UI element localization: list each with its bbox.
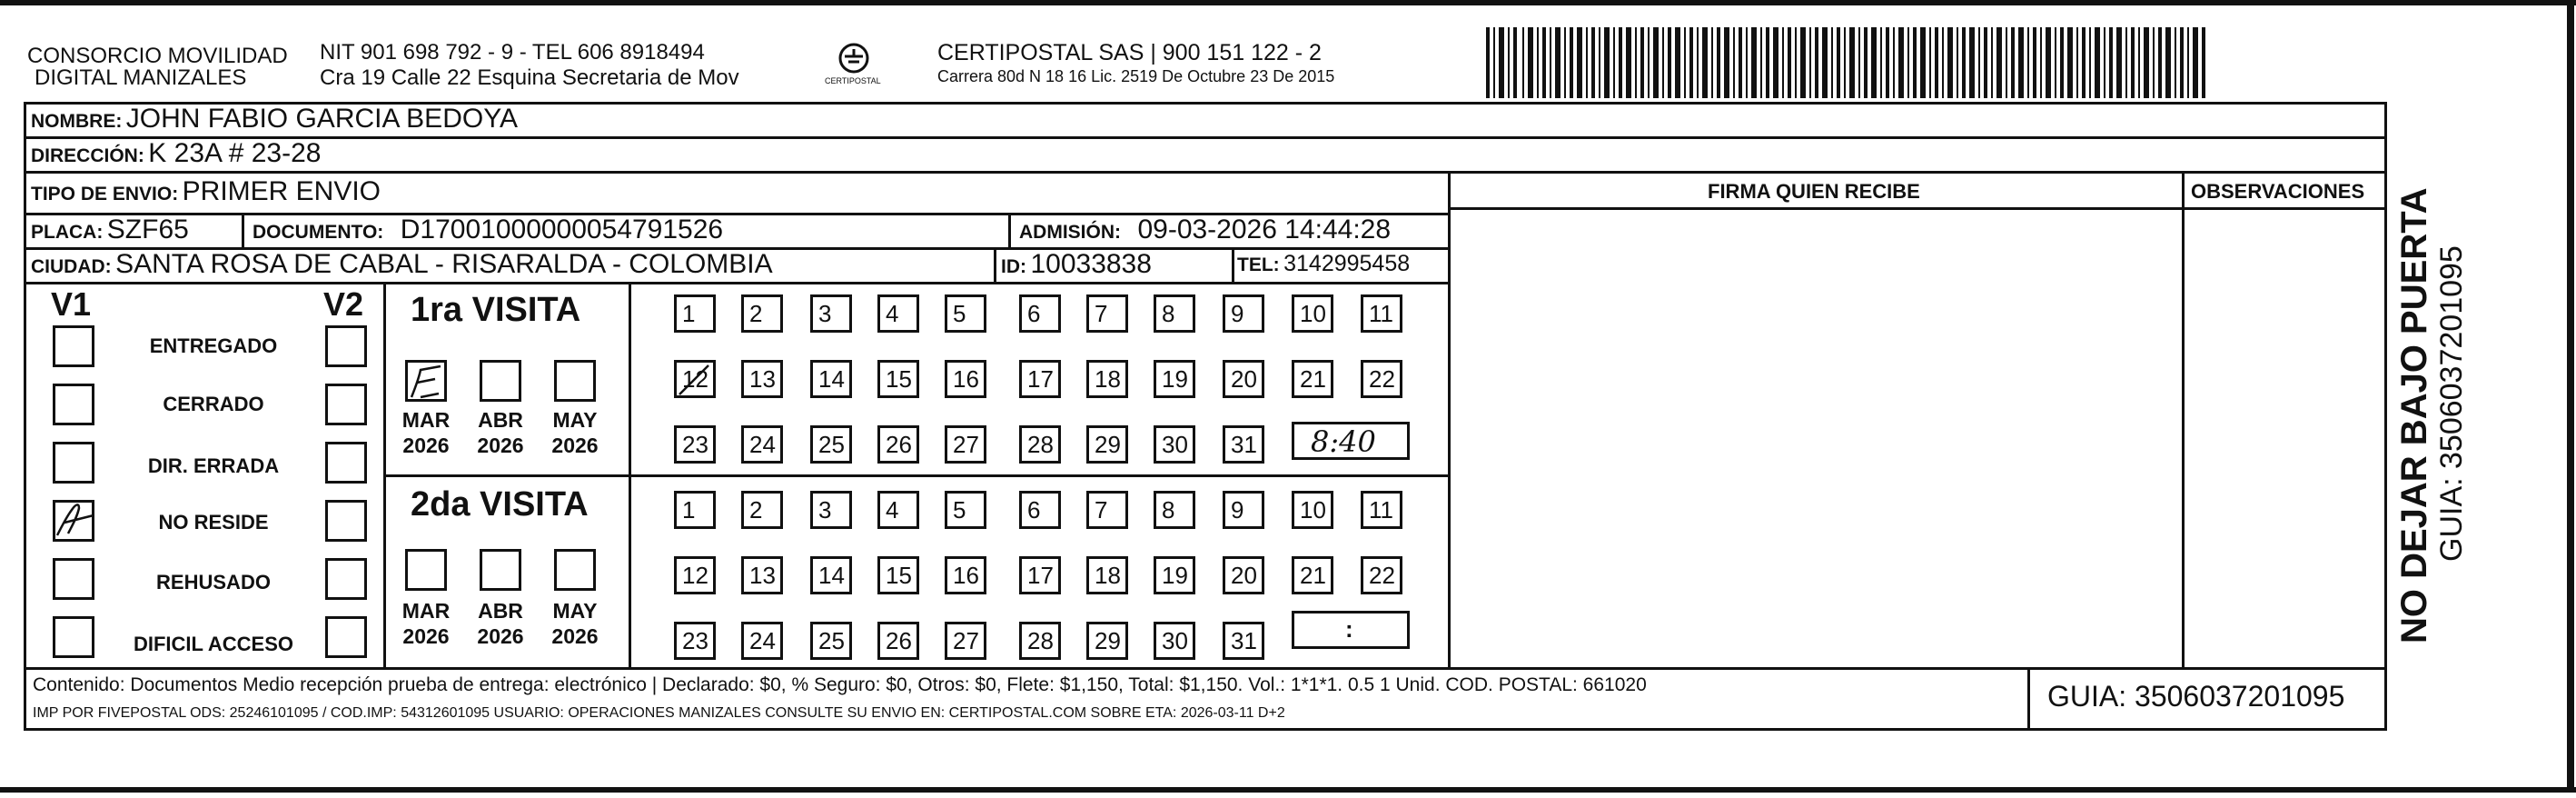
vline-guia-box <box>2027 667 2030 731</box>
documento-value: D17001000000054791526 <box>400 214 724 244</box>
first-visit-day-20[interactable]: 20 <box>1223 360 1264 398</box>
id-value: 10033838 <box>1030 249 1152 279</box>
second-visit-day-10[interactable]: 10 <box>1292 491 1333 529</box>
handwritten-slash-icon <box>674 360 716 398</box>
second-visit-day-3[interactable]: 3 <box>810 491 852 529</box>
v1-rehusado-checkbox[interactable] <box>53 558 94 600</box>
v2-cerrado-checkbox[interactable] <box>325 384 367 425</box>
nombre-row <box>31 104 518 135</box>
guia-footer: GUIA: 3506037201095 <box>2047 680 2345 713</box>
first-visit-day-7[interactable]: 7 <box>1086 294 1128 333</box>
first-visit-day-9[interactable]: 9 <box>1223 294 1264 333</box>
first-visit-day-1[interactable]: 1 <box>674 294 716 333</box>
no-dejar-bajo-puerta: NO DEJAR BAJO PUERTA <box>2394 187 2434 643</box>
ciudad-cell <box>31 249 773 280</box>
second-visit-day-7[interactable]: 7 <box>1086 491 1128 529</box>
v2-rehusado-checkbox[interactable] <box>325 558 367 600</box>
v2-header: V2 <box>323 285 364 323</box>
second-visit-day-27[interactable]: 27 <box>945 622 986 660</box>
first-visit-time-value: 8:40 <box>1311 424 1376 459</box>
card-top-border <box>0 0 2576 5</box>
first-visit-day-22[interactable]: 22 <box>1361 360 1402 398</box>
documento-cell <box>253 214 723 245</box>
second-visit-day-13[interactable]: 13 <box>741 556 783 594</box>
direccion-value: K 23A # 23-28 <box>148 138 322 168</box>
handwritten-check-mark-icon <box>404 357 451 403</box>
logo-mark-icon <box>817 40 890 95</box>
first-visit-day-24[interactable]: 24 <box>741 425 783 464</box>
direccion-label: DIRECCIÓN: <box>31 145 144 166</box>
tel-value: 3142995458 <box>1283 251 1411 276</box>
second-visit-day-30[interactable]: 30 <box>1154 622 1195 660</box>
second-visit-day-15[interactable]: 15 <box>877 556 919 594</box>
carrier-line: CERTIPOSTAL SAS | 900 151 122 - 2 <box>937 40 1322 65</box>
v1-dificil-acceso-checkbox[interactable] <box>53 616 94 658</box>
second-visit-day-25[interactable]: 25 <box>810 622 852 660</box>
placa-label: PLACA: <box>31 222 104 243</box>
tel-label: TEL: <box>1237 254 1280 275</box>
first-visit-time-box[interactable] <box>1292 422 1410 460</box>
first-visit-day-31[interactable]: 31 <box>1223 425 1264 464</box>
nit-line: NIT 901 698 792 - 9 - TEL 606 8918494 <box>320 40 705 65</box>
first-visit-day-26[interactable]: 26 <box>877 425 919 464</box>
admision-value: 09-03-2026 14:44:28 <box>1137 214 1392 244</box>
option-cerrado: CERRADO <box>163 393 264 415</box>
second-visit-title: 2da VISITA <box>411 485 589 524</box>
v1-dir-errada-checkbox[interactable] <box>53 442 94 484</box>
row-line-2 <box>24 171 2387 174</box>
v1-entregado-checkbox[interactable] <box>53 325 94 367</box>
placa-value: SZF65 <box>106 214 189 244</box>
first-visit-day-19[interactable]: 19 <box>1154 360 1195 398</box>
placa-cell <box>31 214 189 245</box>
second-visit-day-12[interactable]: 12 <box>674 556 716 594</box>
option-no-reside: NO RESIDE <box>158 511 269 534</box>
documento-label: DOCUMENTO: <box>253 222 384 243</box>
second-visit-day-24[interactable]: 24 <box>741 622 783 660</box>
second-visit-day-5[interactable]: 5 <box>945 491 986 529</box>
v1-header: V1 <box>51 285 92 323</box>
handwritten-check-mark-icon <box>52 497 101 543</box>
ciudad-label: CIUDAD: <box>31 256 112 277</box>
second-visit-day-22[interactable]: 22 <box>1361 556 1402 594</box>
tel-cell <box>1237 251 1410 277</box>
option-dificil-acceso: DIFICIL ACCESO <box>133 633 293 655</box>
first-visit-day-29[interactable]: 29 <box>1086 425 1128 464</box>
content-line: Contenido: Documentos Medio recepción prueba de entrega: electrónico | Declarado: $0, % Seguro: $0, Otros: $0, Flete: $1,150, Total: $1,150. Vol.: 1*1*1. 0.5 1 Unid. COD. POSTAL: 661020 <box>33 674 1647 695</box>
logo-text: CERTIPOSTAL <box>825 76 881 85</box>
second-visit-day-18[interactable]: 18 <box>1086 556 1128 594</box>
v1-no-reside-checkbox[interactable] <box>53 500 94 542</box>
v2-dificil-acceso-checkbox[interactable] <box>325 616 367 658</box>
first-visit-day-3[interactable]: 3 <box>810 294 852 333</box>
vline-placa <box>242 213 244 247</box>
first-visit-day-16[interactable]: 16 <box>945 360 986 398</box>
first-visit-day-28[interactable]: 28 <box>1019 425 1061 464</box>
first-visit-day-15[interactable]: 15 <box>877 360 919 398</box>
tipo-envio-row <box>31 176 381 207</box>
first-visit-abr-checkbox[interactable] <box>480 360 521 402</box>
first-visit-day-12[interactable]: 12 <box>674 360 716 398</box>
first-visit-month-may: MAY 2026 <box>551 408 599 457</box>
row-line-footer <box>24 667 2387 670</box>
card-right-border <box>2567 0 2574 791</box>
first-visit-title: 1ra VISITA <box>411 291 581 329</box>
row-line-5 <box>24 282 1450 284</box>
hline-visit-split <box>383 474 1450 477</box>
first-visit-day-14[interactable]: 14 <box>810 360 852 398</box>
side-guia: GUIA: 3506037201095 <box>2434 245 2469 562</box>
second-visit-day-1[interactable]: 1 <box>674 491 716 529</box>
second-visit-day-6[interactable]: 6 <box>1019 491 1061 529</box>
card-bottom-border <box>0 787 2576 793</box>
row-line-sig-header <box>1450 207 2387 210</box>
second-visit-day-19[interactable]: 19 <box>1154 556 1195 594</box>
v2-no-reside-checkbox[interactable] <box>325 500 367 542</box>
second-visit-day-9[interactable]: 9 <box>1223 491 1264 529</box>
tipo-envio-label: TIPO DE ENVIO: <box>31 184 179 204</box>
admision-cell <box>1019 214 1391 245</box>
first-visit-day-25[interactable]: 25 <box>810 425 852 464</box>
direccion-row <box>31 138 321 169</box>
barcode <box>1486 27 2208 98</box>
second-visit-may-checkbox[interactable] <box>554 549 596 591</box>
barcode-bars-icon <box>1486 27 2208 98</box>
vline-obs-left <box>2182 171 2185 667</box>
second-visit-time-box[interactable] <box>1292 611 1410 649</box>
first-visit-day-6[interactable]: 6 <box>1019 294 1061 333</box>
second-visit-month-mar: MAR 2026 <box>401 599 451 648</box>
second-visit-mar-checkbox[interactable] <box>405 549 447 591</box>
second-visit-day-29[interactable]: 29 <box>1086 622 1128 660</box>
observaciones-header: OBSERVACIONES <box>2191 180 2365 203</box>
company-name-line1: CONSORCIO MOVILIDAD <box>27 44 288 68</box>
first-visit-month-mar: MAR 2026 <box>401 408 451 457</box>
vline-sig-left <box>1448 171 1451 667</box>
id-label: ID: <box>1001 256 1026 277</box>
imp-line: IMP POR FIVEPOSTAL ODS: 25246101095 / COD.IMP: 54312601095 USUARIO: OPERACIONES MANIZALES CONSULTE SU ENVIO EN: CERTIPOSTAL.COM SOBRE ETA: 2026-03-11 D+2 <box>33 705 1285 721</box>
first-visit-day-10[interactable]: 10 <box>1292 294 1333 333</box>
v2-dir-errada-checkbox[interactable] <box>325 442 367 484</box>
second-visit-day-26[interactable]: 26 <box>877 622 919 660</box>
second-visit-day-17[interactable]: 17 <box>1019 556 1061 594</box>
second-visit-abr-checkbox[interactable] <box>480 549 521 591</box>
v2-entregado-checkbox[interactable] <box>325 325 367 367</box>
second-visit-month-may: MAY 2026 <box>551 599 599 648</box>
first-visit-day-23[interactable]: 23 <box>674 425 716 464</box>
second-visit-time-colon: : <box>1345 615 1353 643</box>
ciudad-value: SANTA ROSA DE CABAL - RISARALDA - COLOMBIA <box>115 249 773 279</box>
observaciones-area[interactable] <box>2185 211 2385 665</box>
first-visit-day-21[interactable]: 21 <box>1292 360 1333 398</box>
option-entregado: ENTREGADO <box>149 334 278 357</box>
first-visit-day-5[interactable]: 5 <box>945 294 986 333</box>
second-visit-day-20[interactable]: 20 <box>1223 556 1264 594</box>
id-cell <box>1001 249 1152 280</box>
first-visit-day-4[interactable]: 4 <box>877 294 919 333</box>
second-visit-month-abr: ABR 2026 <box>477 599 524 648</box>
second-visit-day-21[interactable]: 21 <box>1292 556 1333 594</box>
second-visit-day-8[interactable]: 8 <box>1154 491 1195 529</box>
first-visit-mar-checkbox[interactable] <box>405 360 447 402</box>
nombre-label: NOMBRE: <box>31 111 123 132</box>
vline-admision <box>1008 213 1011 247</box>
first-visit-day-18[interactable]: 18 <box>1086 360 1128 398</box>
license-line: Carrera 80d N 18 16 Lic. 2519 De Octubre 23 De 2015 <box>937 67 1335 85</box>
second-visit-day-28[interactable]: 28 <box>1019 622 1061 660</box>
second-visit-day-16[interactable]: 16 <box>945 556 986 594</box>
first-visit-day-8[interactable]: 8 <box>1154 294 1195 333</box>
option-rehusado: REHUSADO <box>156 571 271 594</box>
tipo-envio-value: PRIMER ENVIO <box>182 176 381 206</box>
second-visit-day-11[interactable]: 11 <box>1361 491 1402 529</box>
second-visit-day-14[interactable]: 14 <box>810 556 852 594</box>
first-visit-day-17[interactable]: 17 <box>1019 360 1061 398</box>
row-line-1 <box>24 136 2387 139</box>
vline-id <box>994 247 996 282</box>
first-visit-may-checkbox[interactable] <box>554 360 596 402</box>
firma-header: FIRMA QUIEN RECIBE <box>1708 180 1920 203</box>
second-visit-day-4[interactable]: 4 <box>877 491 919 529</box>
address-line: Cra 19 Calle 22 Esquina Secretaria de Mov <box>320 65 739 90</box>
first-visit-day-30[interactable]: 30 <box>1154 425 1195 464</box>
firma-area[interactable] <box>1451 211 2180 665</box>
option-dir-errada: DIR. ERRADA <box>147 454 280 477</box>
certipostal-logo <box>817 40 890 95</box>
first-visit-day-2[interactable]: 2 <box>741 294 783 333</box>
vline-tel <box>1232 247 1234 282</box>
company-name-line2: DIGITAL MANIZALES <box>35 65 247 90</box>
first-visit-month-abr: ABR 2026 <box>477 408 524 457</box>
second-visit-day-2[interactable]: 2 <box>741 491 783 529</box>
first-visit-day-13[interactable]: 13 <box>741 360 783 398</box>
nombre-value: JOHN FABIO GARCIA BEDOYA <box>125 104 518 134</box>
first-visit-day-27[interactable]: 27 <box>945 425 986 464</box>
second-visit-day-23[interactable]: 23 <box>674 622 716 660</box>
side-vertical-text <box>2394 135 2494 643</box>
first-visit-day-11[interactable]: 11 <box>1361 294 1402 333</box>
v1-cerrado-checkbox[interactable] <box>53 384 94 425</box>
second-visit-day-31[interactable]: 31 <box>1223 622 1264 660</box>
admision-label: ADMISIÓN: <box>1019 222 1121 243</box>
